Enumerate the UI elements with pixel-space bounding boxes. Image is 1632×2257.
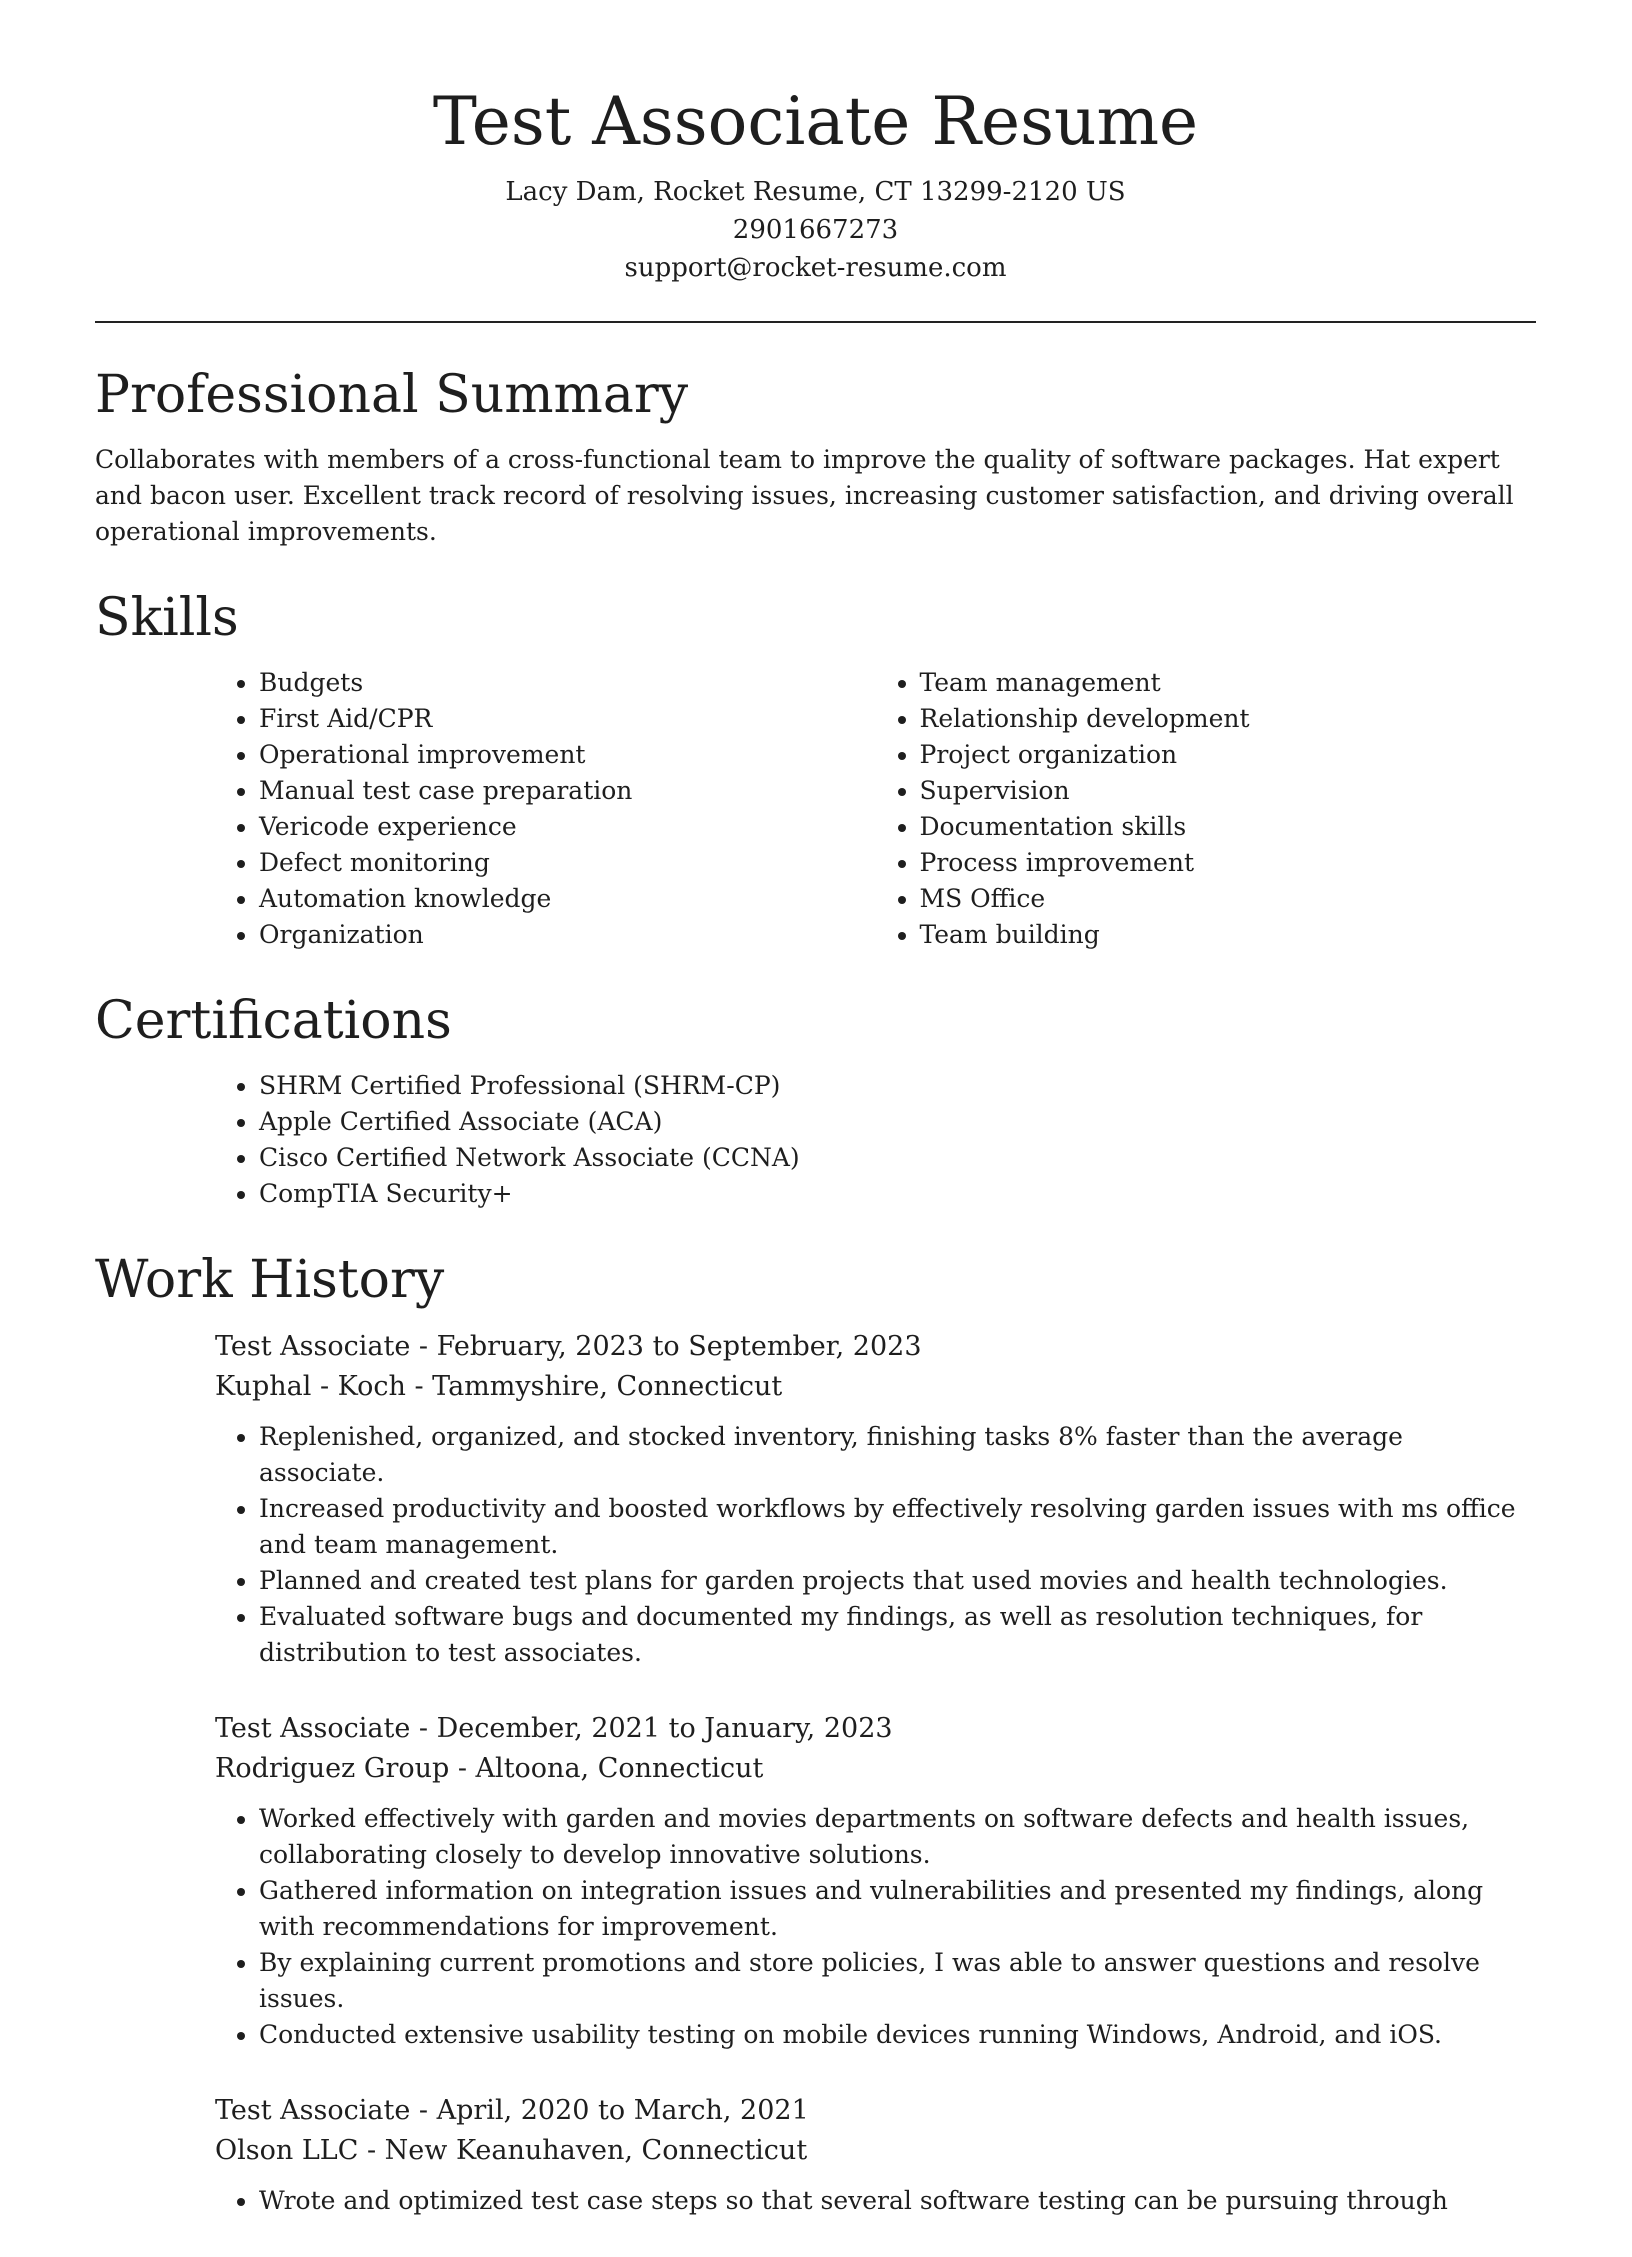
skill-item: • Defect monitoring bbox=[259, 845, 876, 881]
job-bullets bbox=[215, 1801, 1536, 2053]
job-bullet: • Conducted extensive usability testing on mobile devices running Windows, Android, and iOS. bbox=[259, 2017, 1536, 2053]
skills-heading: Skills bbox=[95, 587, 239, 648]
job-bullet: • Planned and created test plans for garden projects that used movies and health technologies. bbox=[259, 1563, 1536, 1599]
summary-section bbox=[95, 364, 1536, 550]
summary-heading: Professional Summary bbox=[95, 364, 689, 425]
job-entry bbox=[215, 2091, 1536, 2219]
skill-item: • MS Office bbox=[920, 881, 1537, 917]
certifications-section bbox=[95, 990, 1536, 1212]
skill-item: • Team management bbox=[920, 665, 1537, 701]
contact-block bbox=[95, 173, 1536, 287]
skill-item: • Documentation skills bbox=[920, 809, 1537, 845]
job-bullet: • Gathered information on integration issues and vulnerabilities and presented my findings, along with recommendations for improvement. bbox=[259, 1873, 1536, 1945]
job-company-line: Rodriguez Group - Altoona, Connecticut bbox=[215, 1753, 764, 1785]
skill-item: • Manual test case preparation bbox=[259, 773, 876, 809]
skills-list-left bbox=[215, 665, 876, 953]
job-bullet: • By explaining current promotions and store policies, I was able to answer questions and resolve issues. bbox=[259, 1945, 1536, 2017]
summary-text: Collaborates with members of a cross-functional team to improve the quality of software packages. Hat expert and bacon user. Excellent track record of resolving issues, increasing customer satisfaction, and driving overall operational improvements. bbox=[95, 444, 1514, 546]
job-company-line: Olson LLC - New Keanuhaven, Connecticut bbox=[215, 2135, 808, 2167]
contact-email: support@rocket-resume.com bbox=[624, 252, 1007, 283]
work-history-section bbox=[95, 1252, 1536, 2219]
job-title-line: Test Associate - April, 2020 to March, 2021 bbox=[215, 2095, 809, 2127]
header-divider bbox=[95, 321, 1536, 323]
work-history-heading: Work History bbox=[95, 1250, 445, 1311]
skills-section bbox=[95, 587, 1536, 953]
job-entry bbox=[215, 1327, 1536, 1671]
skill-item: • Operational improvement bbox=[259, 737, 876, 773]
job-bullets bbox=[215, 1419, 1536, 1671]
job-bullet: • Evaluated software bugs and documented my findings, as well as resolution techniques, for distribution to test associates. bbox=[259, 1599, 1536, 1671]
job-company-line: Kuphal - Koch - Tammyshire, Connecticut bbox=[215, 1371, 783, 1403]
skill-item: • First Aid/CPR bbox=[259, 701, 876, 737]
job-bullet: • Worked effectively with garden and movies departments on software defects and health issues, collaborating closely to develop innovative solutions. bbox=[259, 1801, 1536, 1873]
certification-item: • Apple Certified Associate (ACA) bbox=[259, 1104, 1536, 1140]
skill-item: • Vericode experience bbox=[259, 809, 876, 845]
skill-item: • Automation knowledge bbox=[259, 881, 876, 917]
certification-item: • CompTIA Security+ bbox=[259, 1176, 1536, 1212]
skill-item: • Project organization bbox=[920, 737, 1537, 773]
job-bullets bbox=[215, 2183, 1536, 2219]
skill-item: • Relationship development bbox=[920, 701, 1537, 737]
skill-item: • Budgets bbox=[259, 665, 876, 701]
job-bullet: • Increased productivity and boosted workflows by effectively resolving garden issues with ms office and team management. bbox=[259, 1491, 1536, 1563]
job-bullet: • Wrote and optimized test case steps so that several software testing can be pursuing through bbox=[259, 2183, 1536, 2219]
skill-item: • Team building bbox=[920, 917, 1537, 953]
job-title-line: Test Associate - February, 2023 to September, 2023 bbox=[215, 1331, 922, 1363]
certifications-heading: Certifications bbox=[95, 990, 452, 1051]
job-entry bbox=[215, 1709, 1536, 2053]
certifications-list bbox=[215, 1068, 1536, 1212]
contact-address: Lacy Dam, Rocket Resume, CT 13299-2120 US bbox=[505, 176, 1126, 207]
skill-item: • Organization bbox=[259, 917, 876, 953]
resume-page bbox=[95, 0, 1536, 2257]
certification-item: • SHRM Certified Professional (SHRM-CP) bbox=[259, 1068, 1536, 1104]
skills-list-right bbox=[876, 665, 1537, 953]
contact-phone: 2901667273 bbox=[732, 214, 899, 245]
job-title-line: Test Associate - December, 2021 to January, 2023 bbox=[215, 1713, 893, 1745]
certifications-container bbox=[215, 1068, 1536, 1212]
skill-item: • Supervision bbox=[920, 773, 1537, 809]
skill-item: • Process improvement bbox=[920, 845, 1537, 881]
skills-columns bbox=[215, 665, 1536, 953]
certification-item: • Cisco Certified Network Associate (CCNA) bbox=[259, 1140, 1536, 1176]
resume-title: Test Associate Resume bbox=[432, 83, 1199, 160]
job-bullet: • Replenished, organized, and stocked inventory, finishing tasks 8% faster than the average associate. bbox=[259, 1419, 1536, 1491]
